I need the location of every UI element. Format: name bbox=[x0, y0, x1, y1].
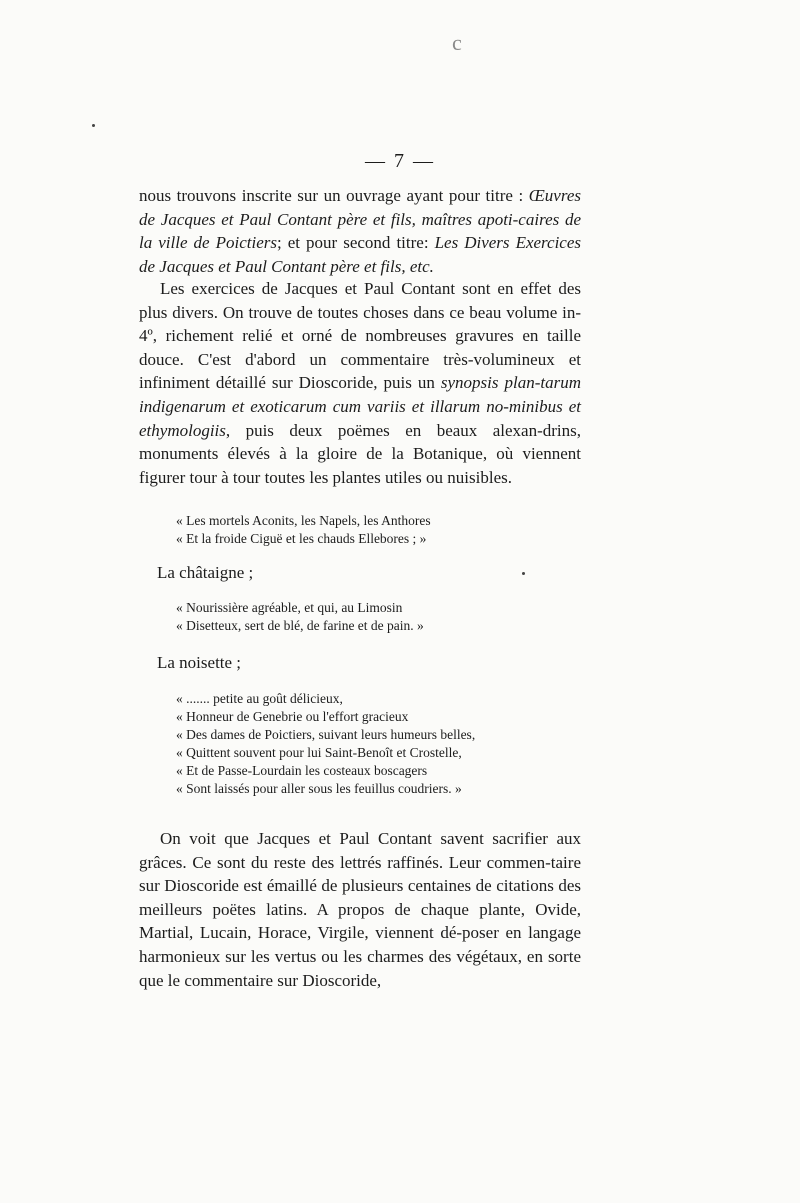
verse-line: « ....... petite au goût délicieux, bbox=[176, 691, 343, 706]
paragraph-2-latin-title: synopsis plan-tarum indigenarum et exoticarum cum variis et illarum no-minibus et ethymologiis bbox=[139, 373, 581, 440]
label-noisette: La noisette ; bbox=[157, 653, 242, 672]
paragraph-3 bbox=[139, 827, 581, 992]
paragraph-1-text-2: ; et pour second titre: bbox=[276, 233, 435, 253]
paragraph-3-text: On voit que Jacques et Paul Contant savent sacrifier aux grâces. Ce sont du reste des lettrés raffinés. Leur commen-taire sur Dioscoride est émaillé de plusieurs centaines de citations des meilleurs poëtes latins. A propos de chaque plante, Ovide, Martial, Lucain, Horace, Virgile, viennent dé-poser en langage harmonieux sur les vertus ou les charmes des végétaux, en sorte que le commentaire sur Dioscoride, bbox=[139, 829, 581, 990]
paragraph-2-text-2: , puis deux poëmes en beaux alexan-drins, monuments élevés à la gloire de la Botanique, où viennent figurer tour à tour toutes les plantes utiles ou nuisibles. bbox=[139, 420, 581, 487]
paragraph-1-title-2: Les Divers Exercices de Jacques et Paul Contant père et fils, etc. bbox=[139, 233, 582, 276]
verse-line: « Disetteux, sert de blé, de farine et de pain. » bbox=[176, 618, 424, 633]
verse-line: « Et de Passe-Lourdain les costeaux boscagers bbox=[176, 763, 428, 778]
verse-block-2 bbox=[176, 599, 596, 635]
verse-line: « Les mortels Aconits, les Napels, les Anthores bbox=[176, 513, 431, 528]
speck-dot bbox=[92, 124, 95, 127]
verse-line: « Sont laissés pour aller sous les feuillus coudriers. » bbox=[176, 781, 462, 796]
verse-line: « Quittent souvent pour lui Saint-Benoît et Crostelle, bbox=[176, 745, 462, 760]
verse-line: « Des dames de Poictiers, suivant leurs humeurs belles, bbox=[176, 727, 476, 742]
verse-block-3 bbox=[176, 690, 596, 798]
label-chataigne: La châtaigne ; bbox=[157, 563, 254, 582]
paragraph-2 bbox=[139, 277, 581, 489]
verse-line: « Nourissière agréable, et qui, au Limosin bbox=[176, 600, 403, 615]
verse-block-1 bbox=[176, 512, 596, 548]
corner-mark: c bbox=[452, 30, 462, 55]
page-number: — 7 — bbox=[365, 150, 435, 172]
speck-dot bbox=[522, 572, 525, 575]
paragraph-2-text: Les exercices de Jacques et Paul Contant sont en effet des plus divers. On trouve de toutes choses dans ce beau volume in-4º, richement relié et orné de nombreuses gravures en taille douce. C'est d'abord un commentaire très-volumineux et infiniment détaillé sur Dioscoride, puis un bbox=[139, 279, 581, 393]
paragraph-1-text: nous trouvons inscrite sur un ouvrage ayant pour titre : bbox=[139, 186, 529, 205]
paragraph-1 bbox=[139, 184, 581, 278]
verse-line: « Et la froide Ciguë et les chauds Ellebores ; » bbox=[176, 531, 427, 546]
paragraph-1-title-1: Œuvres de Jacques et Paul Contant père et fils, maîtres apoti-caires de la ville de Poictiers bbox=[139, 186, 581, 253]
verse-line: « Honneur de Genebrie ou l'effort gracieux bbox=[176, 709, 409, 724]
